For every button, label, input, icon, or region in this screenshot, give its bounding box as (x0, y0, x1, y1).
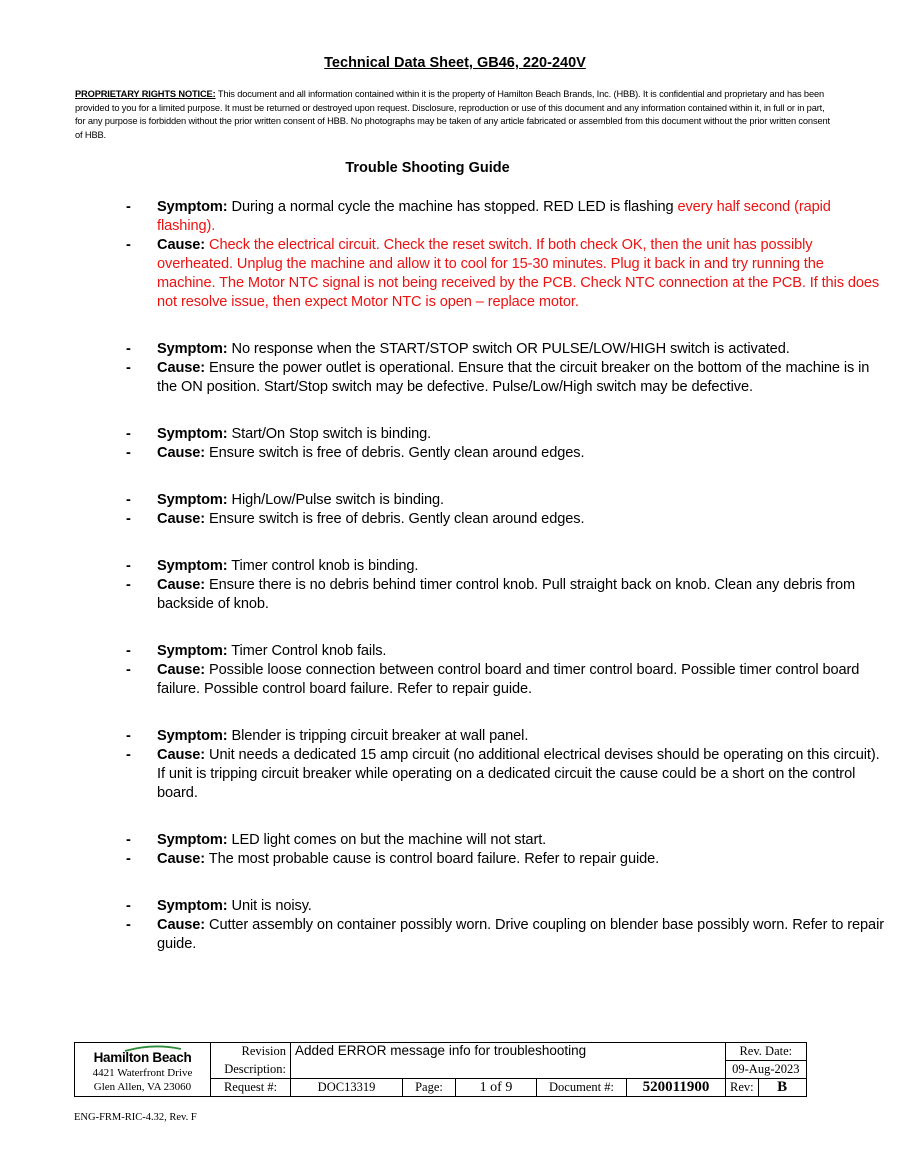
bullet-dash: - (126, 851, 131, 867)
symptom-label: Symptom: (157, 898, 228, 914)
cause-text: Possible loose connection between control board and timer control board. Possible timer control board failure. Possible control board failure. Refer to repair guide. (157, 662, 860, 697)
notice-text: This document and all information contained within it is the property of Hamilton Beach Brands, Inc. (HBB). It is confidential and proprietary and has been provided to you for a limited purpose. It must be returned or destroyed upon request. Disclosure, reproduction or use of this document and any information contained within it, in full or in part, for any purpose is forbidden without the prior written consent of HBB. No photographs may be taken of any article fabricated or assembled from this document without the prior written consent of HBB. (75, 89, 830, 140)
company-address-line1: 4421 Waterfront Drive (92, 1066, 193, 1079)
bullet-dash: - (126, 237, 131, 253)
bullet-dash: - (126, 511, 131, 527)
symptom-line (124, 340, 884, 359)
cause-red-text: Check the electrical circuit. Check the reset switch. If both check OK, then the unit has possibly overheated. Unplug the machine and allow it to cool for 15-30 minutes. Plug it back in and try running the machine. The Motor NTC signal is not being received by the PCB. Check NTC connection at the PCB. If this does not resolve issue, then expect Motor NTC is open – replace motor. (157, 237, 880, 310)
symptom-text: Start/On Stop switch is binding. (227, 426, 432, 442)
bullet-dash: - (126, 360, 131, 376)
document-number: 520011900 (627, 1079, 726, 1097)
section-heading: Trouble Shooting Guide (345, 160, 510, 176)
symptom-text: Unit is noisy. (227, 898, 312, 914)
troubleshooting-entry (124, 340, 884, 397)
cause-line (124, 746, 884, 803)
bullet-dash: - (126, 898, 131, 914)
symptom-line (124, 557, 884, 576)
cause-line (124, 510, 884, 529)
cause-label: Cause: (157, 445, 206, 461)
troubleshooting-entry (124, 557, 884, 614)
symptom-label: Symptom: (157, 728, 228, 744)
cause-line (124, 661, 884, 699)
bullet-dash: - (126, 643, 131, 659)
document-label: Document #: (537, 1079, 627, 1097)
form-identifier: ENG-FRM-RIC-4.32, Rev. F (74, 1112, 197, 1123)
cause-label: Cause: (157, 237, 206, 253)
bullet-dash: - (126, 662, 131, 678)
company-block (75, 1043, 211, 1097)
bullet-dash: - (126, 341, 131, 357)
symptom-line (124, 198, 884, 236)
bullet-dash: - (126, 558, 131, 574)
symptom-text: Timer control knob is binding. (227, 558, 419, 574)
troubleshooting-entry (124, 491, 884, 529)
cause-line (124, 444, 884, 463)
company-address-line2: Glen Allen, VA 23060 (93, 1080, 192, 1093)
symptom-line (124, 642, 884, 661)
cause-label: Cause: (157, 360, 206, 376)
symptom-text: During a normal cycle the machine has stopped. RED LED is flashing (227, 199, 678, 215)
symptom-line (124, 727, 884, 746)
cause-label: Cause: (157, 747, 206, 763)
bullet-dash: - (126, 426, 131, 442)
rev-label: Rev: (726, 1079, 759, 1097)
description-label: Description: (211, 1061, 291, 1079)
cause-text: Ensure there is no debris behind timer control knob. Pull straight back on knob. Clean any debris from backside of knob. (157, 577, 856, 612)
bullet-dash: - (126, 492, 131, 508)
rev-value: B (758, 1079, 806, 1097)
symptom-line (124, 831, 884, 850)
hamilton-beach-logo (94, 1046, 192, 1065)
symptom-label: Symptom: (157, 643, 228, 659)
cause-label: Cause: (157, 577, 206, 593)
cause-line (124, 916, 884, 954)
bullet-dash: - (126, 747, 131, 763)
symptom-label: Symptom: (157, 832, 228, 848)
bullet-dash: - (126, 728, 131, 744)
symptom-text: High/Low/Pulse switch is binding. (227, 492, 444, 508)
bullet-dash: - (126, 832, 131, 848)
symptom-text: No response when the START/STOP switch OR PULSE/LOW/HIGH switch is activated. (227, 341, 790, 357)
notice-label: PROPRIETARY RIGHTS NOTICE: (75, 89, 216, 99)
page-label: Page: (403, 1079, 456, 1097)
troubleshooting-entry (124, 198, 884, 312)
cause-label: Cause: (157, 511, 206, 527)
document-footer-table (74, 1042, 807, 1097)
cause-text: The most probable cause is control board failure. Refer to repair guide. (205, 851, 660, 867)
cause-text: Ensure the power outlet is operational. Ensure that the circuit breaker on the bottom of the machine is in the ON position. Start/Stop switch may be defective. Pulse/Low/High switch may be defective. (157, 360, 870, 395)
revision-label: Revision (211, 1043, 291, 1061)
cause-text: Ensure switch is free of debris. Gently clean around edges. (205, 511, 585, 527)
symptom-text: Blender is tripping circuit breaker at wall panel. (227, 728, 529, 744)
cause-text: Unit needs a dedicated 15 amp circuit (no additional electrical devises should be operating on this circuit). If unit is tripping circuit breaker while operating on a dedicated circuit the cause could be a short on the control board. (157, 747, 880, 801)
cause-label: Cause: (157, 662, 206, 678)
cause-label: Cause: (157, 851, 206, 867)
symptom-red-text: every half second (rapid flashing). (157, 199, 831, 234)
cause-label: Cause: (157, 917, 206, 933)
symptom-text: LED light comes on but the machine will not start. (227, 832, 547, 848)
document-title: Technical Data Sheet, GB46, 220-240V (324, 55, 586, 71)
symptom-line (124, 425, 884, 444)
symptom-label: Symptom: (157, 558, 228, 574)
cause-text: Ensure switch is free of debris. Gently clean around edges. (205, 445, 585, 461)
revision-description: Added ERROR message info for troubleshooting (291, 1043, 726, 1079)
page-value: 1 of 9 (456, 1079, 537, 1097)
troubleshooting-list (124, 198, 884, 982)
troubleshooting-entry (124, 897, 884, 954)
symptom-label: Symptom: (157, 341, 228, 357)
troubleshooting-entry (124, 425, 884, 463)
cause-line (124, 576, 884, 614)
troubleshooting-entry (124, 727, 884, 803)
logo-text: Hamilton Beach (93, 1049, 192, 1065)
bullet-dash: - (126, 917, 131, 933)
symptom-label: Symptom: (157, 199, 228, 215)
symptom-label: Symptom: (157, 426, 228, 442)
cause-line (124, 359, 884, 397)
rev-date-value: 09-Aug-2023 (726, 1061, 807, 1079)
bullet-dash: - (126, 199, 131, 215)
logo-swoosh-icon (124, 1045, 182, 1052)
cause-line (124, 850, 884, 869)
bullet-dash: - (126, 577, 131, 593)
symptom-label: Symptom: (157, 492, 228, 508)
rev-date-label: Rev. Date: (726, 1043, 807, 1061)
request-label: Request #: (211, 1079, 291, 1097)
symptom-text: Timer Control knob fails. (227, 643, 387, 659)
bullet-dash: - (126, 445, 131, 461)
cause-line (124, 236, 884, 312)
cause-text: Cutter assembly on container possibly worn. Drive coupling on blender base possibly worn. Refer to repair guide. (157, 917, 884, 952)
troubleshooting-entry (124, 642, 884, 699)
troubleshooting-entry (124, 831, 884, 869)
request-value: DOC13319 (291, 1079, 403, 1097)
symptom-line (124, 897, 884, 916)
symptom-line (124, 491, 884, 510)
proprietary-notice (75, 88, 835, 142)
